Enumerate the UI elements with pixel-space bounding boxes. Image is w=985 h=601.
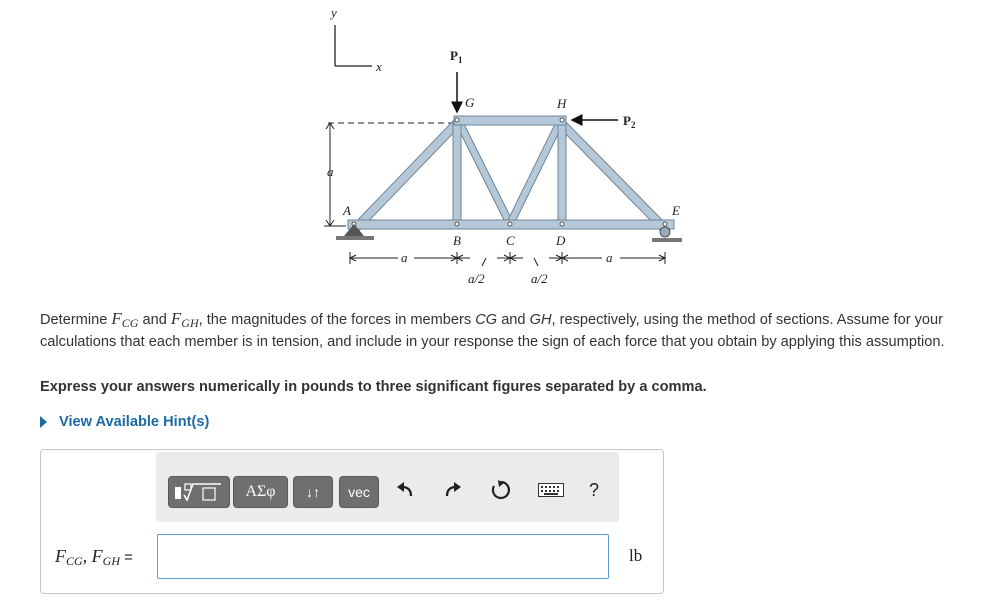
- answer-instruction: Express your answers numerically in pounds to three significant figures separated by a comma.: [40, 379, 707, 395]
- undo-icon[interactable]: [393, 476, 417, 504]
- load-p2-arrow: [572, 113, 636, 130]
- member-gh: GH: [529, 312, 552, 328]
- load-p1-arrow: [450, 48, 463, 112]
- span-dimensions: [350, 252, 665, 266]
- unit-label: lb: [629, 546, 643, 565]
- problem-text: , the magnitudes of the forces in members: [198, 312, 476, 328]
- problem-text: and: [497, 312, 530, 328]
- truss-pins: [352, 118, 667, 226]
- truss-figure: [310, 0, 690, 300]
- greek-symbols-button[interactable]: ΑΣφ: [233, 476, 288, 508]
- node-e-label: E: [672, 203, 680, 218]
- load-p1-label: $P_1$: [450, 48, 463, 65]
- member-cg: CG: [475, 312, 498, 328]
- reset-icon[interactable]: [489, 476, 513, 504]
- redo-icon[interactable]: [441, 476, 465, 504]
- truss-members: [348, 116, 674, 234]
- sort-button[interactable]: ↓↑: [293, 476, 333, 508]
- keyboard-icon[interactable]: [536, 476, 566, 504]
- problem-text: , respectively, using the method of sections. Assume for your calculations that each member is in tension, and include in your response the sign of each force that you obtain by applying this assumption.: [40, 312, 945, 350]
- node-c-label: C: [506, 233, 515, 248]
- node-g-label: G: [465, 95, 475, 110]
- dim-left-label: a: [401, 250, 408, 265]
- answer-panel: [40, 449, 664, 594]
- dim-right-label: a: [606, 250, 613, 265]
- math-toolbar: [156, 452, 619, 522]
- dim-half-left-label: a/2: [468, 271, 485, 286]
- axis-y-label: y: [331, 5, 337, 20]
- dim-half-right-label: a/2: [531, 271, 548, 286]
- problem-text: and: [138, 312, 171, 328]
- node-h-label: H: [557, 96, 567, 111]
- view-hints-link[interactable]: [40, 414, 209, 430]
- triangle-right-icon: [40, 416, 47, 428]
- math-f-gh: $F_{GH}$: [170, 309, 199, 330]
- answer-label: $F_{CG}$, $F_{GH}$ =: [55, 546, 133, 568]
- node-a-label: A: [343, 203, 351, 218]
- help-button[interactable]: ?: [588, 479, 599, 500]
- coordinate-axes: [329, 5, 382, 74]
- radical-template-icon: [173, 481, 225, 503]
- load-p2-label: $P_2$: [623, 113, 636, 130]
- dim-height-label: a: [327, 164, 334, 179]
- node-b-label: B: [453, 233, 461, 248]
- axis-x-label: x: [376, 59, 382, 74]
- math-f-cg: $F_{CG}$: [111, 309, 139, 330]
- hint-label: View Available Hint(s): [59, 414, 210, 430]
- node-d-label: D: [556, 233, 566, 248]
- problem-text: Determine: [40, 312, 112, 328]
- vector-button[interactable]: vec: [339, 476, 379, 508]
- answer-input[interactable]: [157, 534, 609, 579]
- problem-statement: [40, 309, 980, 352]
- templates-button[interactable]: [168, 476, 230, 508]
